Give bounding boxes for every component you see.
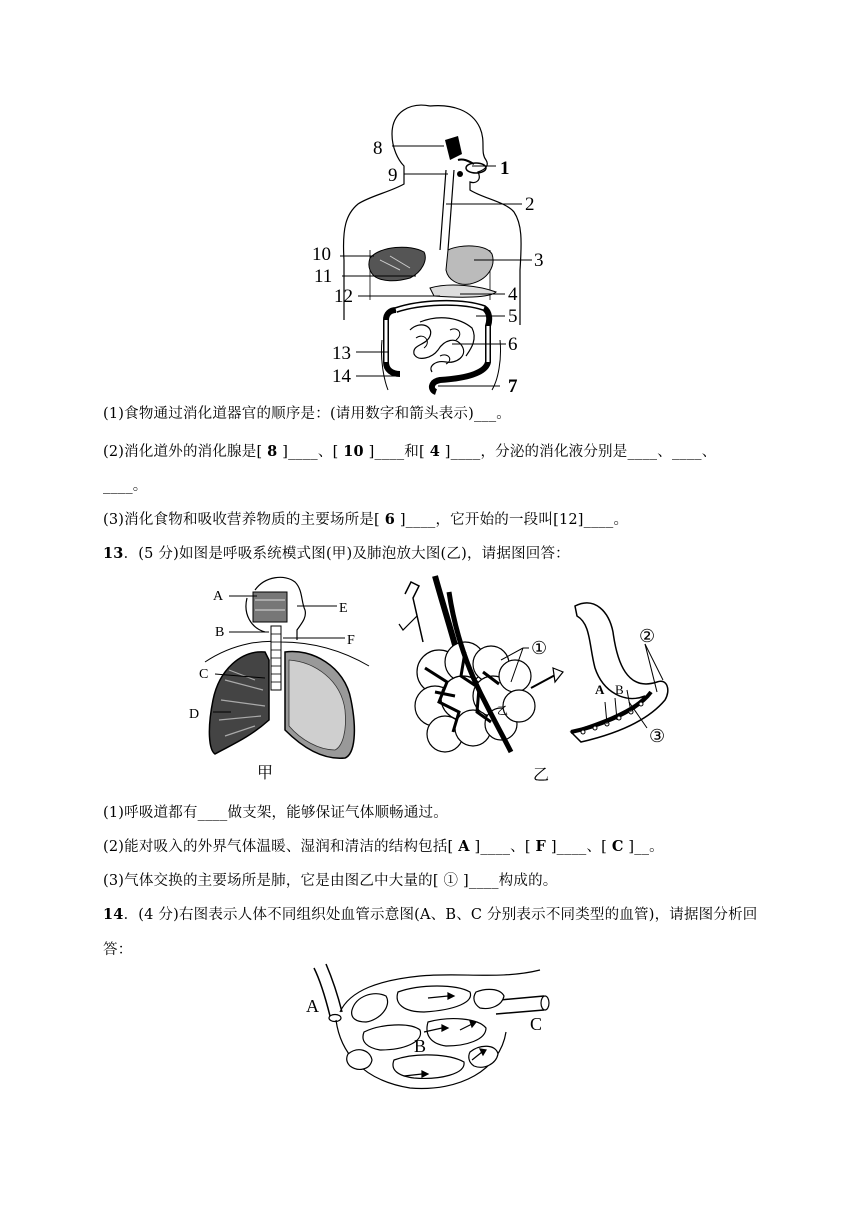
respiratory-system-figure — [185, 570, 375, 785]
q13-number: 13 — [103, 545, 124, 562]
alveoli-label-2: ② — [639, 626, 656, 646]
digestive-label-7: 7 — [508, 376, 518, 397]
alveoli-label-yi-small: 乙 — [497, 705, 508, 717]
q12-part2-num3: 4 — [429, 443, 440, 460]
q14-stem: 14．(4 分)右图表示人体不同组织处血管示意图(A、B、C 分别表示不同类型的血管)，请据图分析回 — [103, 906, 758, 923]
q12-part2-num2: 10 — [343, 443, 364, 460]
digestive-label-14: 14 — [332, 366, 351, 387]
digestive-label-4: 4 — [508, 284, 518, 305]
resp-label-f: F — [347, 633, 355, 648]
digestive-label-13: 13 — [332, 343, 351, 364]
alveoli-label-1: ① — [531, 638, 548, 658]
q13-part2-letter1: A — [458, 838, 470, 855]
digestive-label-5: 5 — [508, 306, 518, 327]
digestive-label-2: 2 — [525, 194, 535, 215]
digestive-system-figure — [300, 100, 544, 397]
digestive-label-3: 3 — [534, 250, 544, 271]
resp-label-a: A — [213, 589, 224, 604]
digestive-label-8: 8 — [373, 138, 383, 159]
q12-part3-num1: 6 — [384, 511, 396, 528]
q12-part2: (2)消化道外的消化腺是[ 8 ]____、[ 10 ]____和[ 4 ]____，分泌的消化液分别是____、____、 — [103, 443, 717, 460]
q13-part1: (1)呼吸道都有____做支架，能够保证气体顺畅通过。 — [103, 805, 448, 821]
resp-label-e: E — [339, 601, 348, 616]
digestive-label-10: 10 — [312, 244, 331, 265]
alveoli-caption-yi: 乙 — [533, 767, 550, 784]
resp-label-b: B — [215, 625, 225, 640]
digestive-label-11: 11 — [314, 266, 333, 287]
q12-part2-num1: 8 — [267, 443, 278, 460]
digestive-label-9: 9 — [388, 165, 398, 186]
vessel-label-c: C — [530, 1014, 543, 1034]
q13-stem: 13．(5 分)如图是呼吸系统模式图(甲)及肺泡放大图(乙)，请据图回答： — [103, 545, 570, 562]
q13-part2-letter2: F — [535, 838, 547, 855]
q13-part2-letter3: C — [611, 838, 624, 855]
alveoli-label-b: B — [615, 682, 624, 697]
digestive-label-6: 6 — [508, 334, 518, 355]
vessel-label-a: A — [306, 996, 319, 1016]
q14-number: 14 — [103, 906, 124, 923]
q13-part3-num1: ① — [443, 873, 459, 889]
resp-caption-jia: 甲 — [257, 765, 274, 782]
resp-label-d: D — [189, 707, 200, 722]
q13-part2: (2)能对吸入的外界气体温暖、湿润和清洁的结构包括[ A ]____、[ F ]____、[ C ]__。 — [103, 838, 664, 855]
q14-stem-cont: 答： — [103, 942, 133, 958]
digestive-label-1: 1 — [500, 158, 510, 179]
q13-part3: (3)气体交换的主要场所是肺，它是由图乙中大量的[ ① ]____构成的。 — [103, 873, 558, 889]
q12-part1: (1)食物通过消化道器官的顺序是：(请用数字和箭头表示)___。 — [103, 406, 512, 422]
alveoli-label-a: A — [595, 682, 605, 697]
q12-part2-cont: ____。 — [103, 478, 148, 494]
resp-label-c: C — [199, 667, 209, 682]
alveoli-label-3: ③ — [649, 726, 666, 746]
q12-part3: (3)消化食物和吸收营养物质的主要场所是[ 6 ]____，它开始的一段叫[12]____。 — [103, 511, 629, 528]
alveoli-figure — [395, 572, 685, 784]
vessel-label-b: B — [414, 1036, 427, 1056]
blood-vessel-figure — [300, 960, 570, 1095]
digestive-label-12: 12 — [334, 286, 353, 307]
